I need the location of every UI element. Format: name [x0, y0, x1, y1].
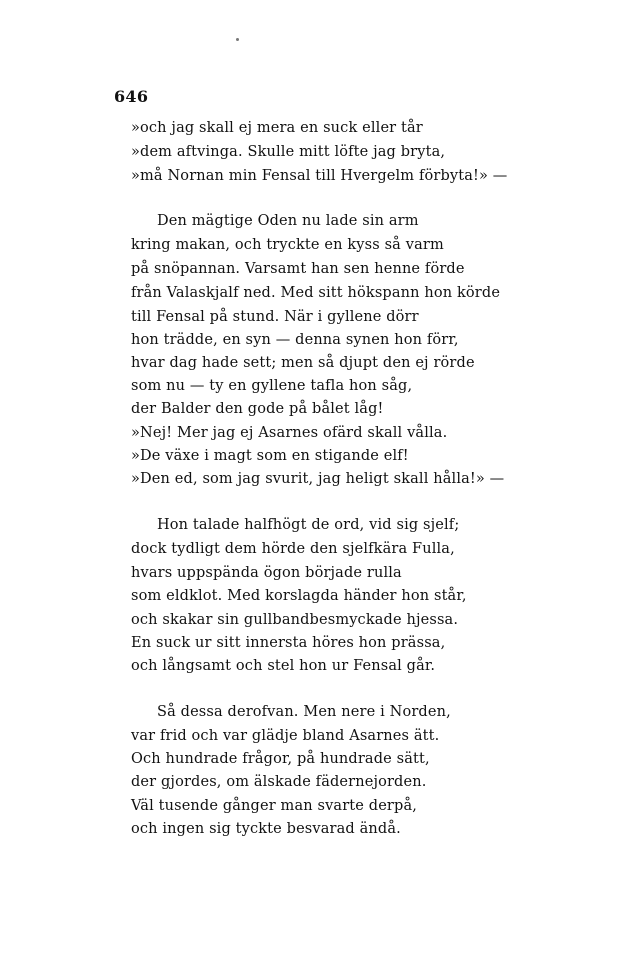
poem-line: och långsamt och stel hon ur Fensal går.: [131, 658, 436, 674]
ink-speck: [236, 38, 239, 41]
poem-line: och ingen sig tyckte besvarad ändå.: [131, 821, 401, 837]
poem-line: der Balder den gode på bålet låg!: [131, 401, 384, 417]
poem-line: Och hundrade frågor, på hundrade sätt,: [131, 751, 430, 767]
poem-line: En suck ur sitt innersta höres hon prässa,: [131, 635, 446, 651]
poem-line: på snöpannan. Varsamt han sen henne förde: [131, 261, 465, 277]
poem-line: »De växe i magt som en stigande elf!: [131, 448, 409, 464]
poem-line: »och jag skall ej mera en suck eller tår: [131, 120, 423, 136]
poem-line: till Fensal på stund. När i gyllene dörr: [131, 309, 419, 325]
poem-line: der gjordes, om älskade fädernejorden.: [131, 774, 427, 790]
poem-line: »Den ed, som jag svurit, jag heligt skall hålla!» —: [131, 471, 505, 487]
poem-line: Väl tusende gånger man svarte derpå,: [131, 798, 417, 814]
poem-line: från Valaskjalf ned. Med sitt hökspann hon körde: [131, 285, 501, 301]
poem-line: som nu — ty en gyllene tafla hon såg,: [131, 378, 413, 394]
poem-line: hvars uppspända ögon började rulla: [131, 565, 402, 581]
poem-line: hvar dag hade sett; men så djupt den ej rörde: [131, 355, 475, 371]
page-number: 646: [114, 87, 149, 106]
poem-line: kring makan, och tryckte en kyss så varm: [131, 237, 444, 253]
poem-line: Hon talade halfhögt de ord, vid sig sjelf;: [157, 517, 460, 533]
poem-line: Den mägtige Oden nu lade sin arm: [157, 213, 419, 229]
poem-line: dock tydligt dem hörde den sjelfkära Fulla,: [131, 541, 455, 557]
poem-line: »dem aftvinga. Skulle mitt löfte jag bryta,: [131, 144, 446, 160]
poem-line: var frid och var glädje bland Asarnes ätt.: [131, 728, 440, 744]
poem-line: »må Nornan min Fensal till Hvergelm förbyta!» —: [131, 168, 508, 184]
poem-line: hon trädde, en syn — denna synen hon förr,: [131, 332, 459, 348]
poem-line: som eldklot. Med korslagda händer hon står,: [131, 588, 467, 604]
poem-line: Så dessa derofvan. Men nere i Norden,: [157, 704, 451, 720]
poem-line: »Nej! Mer jag ej Asarnes ofärd skall vålla.: [131, 425, 448, 441]
poem-line: och skakar sin gullbandbesmyckade hjessa.: [131, 612, 459, 628]
